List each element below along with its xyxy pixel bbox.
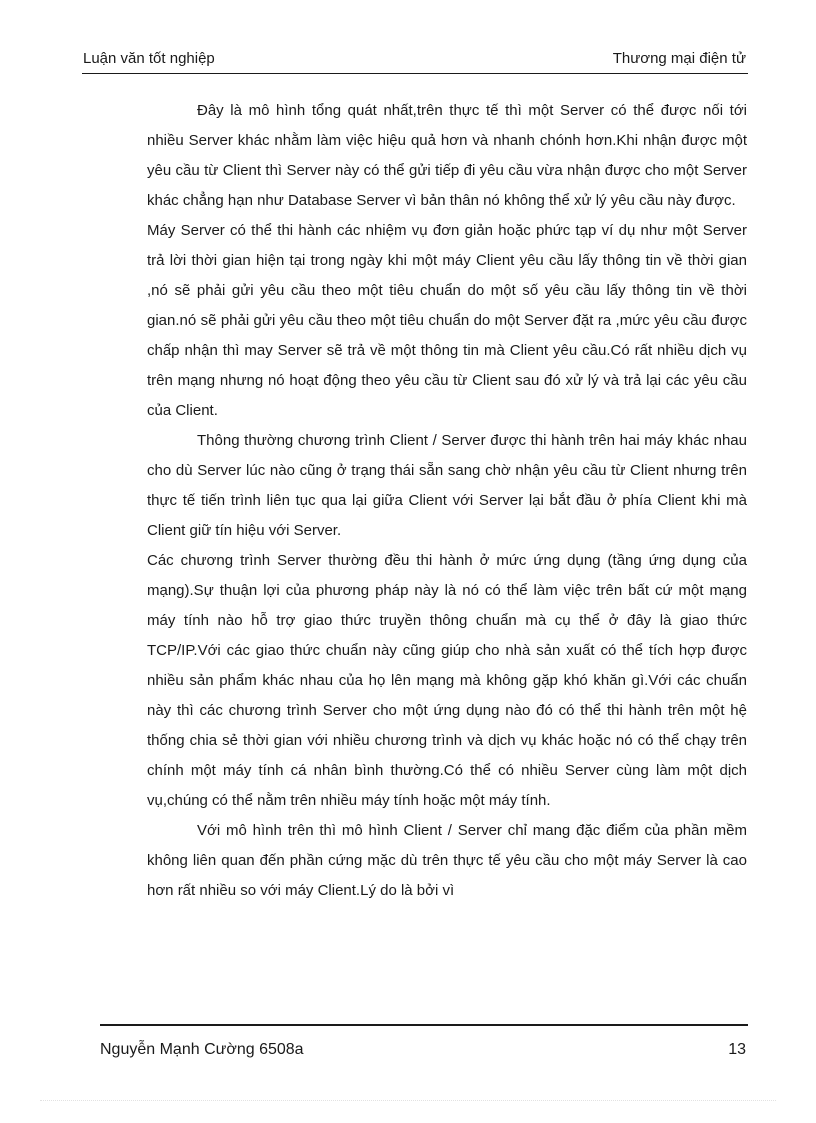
header-rule: [82, 73, 748, 74]
paragraph-1: Đây là mô hình tổng quát nhất,trên thực tế thì một Server có thể được nối tới nhiều Server khác nhằm làm việc hiệu quả hơn và nhanh chónh hơn.Khi nhận được một yêu cầu từ Client thì Server này có thể gửi tiếp đi yêu cầu vừa nhận được cho một Server khác chẳng hạn như Database Server vì bản thân nó không thể xử lý yêu cầu này được.: [147, 102, 747, 209]
document-body: [147, 96, 747, 906]
running-header-subject: Thương mại điện tử: [612, 50, 746, 67]
footer-author: Nguyễn Mạnh Cường 6508a: [100, 1041, 304, 1058]
page-number: 13: [728, 1041, 746, 1058]
page-edge-dots: [40, 1100, 776, 1101]
paragraph-3: Thông thường chương trình Client / Server được thi hành trên hai máy khác nhau cho dù Server lúc nào cũng ở trạng thái sẵn sang chờ nhận yêu cầu từ Client nhưng trên thực tế tiến trình liên tục qua lại giữa Client với Server lại bắt đầu ở phía Client khi mà Client giữ tín hiệu với Server.: [147, 432, 747, 539]
paragraph-4: Các chương trình Server thường đều thi hành ở mức ứng dụng (tầng ứng dụng của mạng).Sự thuận lợi của phương pháp này là nó có thể làm việc trên bất cứ một mạng máy tính nào hỗ trợ giao thức truyền thông chuẩn mà cụ thể ở đây là giao thức TCP/IP.Với các giao thức chuẩn này cũng giúp cho nhà sản xuất có thể tích hợp được nhiều sản phẩm khác nhau của họ lên mạng mà không gặp khó khăn gì.Với các chuẩn này thì các chương trình Server cho một ứng dụng nào đó có thể thi hành trên một hệ thống chia sẻ thời gian với nhiều chương trình và dịch vụ khác hoặc nó có thể chạy trên chính một máy tính cá nhân bình thường.Có thể có nhiều Server cùng làm một dịch vụ,chúng có thể nằm trên nhiều máy tính hoặc một máy tính.: [147, 552, 747, 809]
footer-rule: [100, 1024, 748, 1026]
running-header-title: Luận văn tốt nghiệp: [83, 50, 215, 67]
paragraph-5: Với mô hình trên thì mô hình Client / Server chỉ mang đặc điểm của phần mềm không liên quan đến phần cứng mặc dù trên thực tế yêu cầu cho một máy Server là cao hơn rất nhiều so với máy Client.Lý do là bởi vì: [147, 822, 747, 899]
paragraph-2: Máy Server có thể thi hành các nhiệm vụ đơn giản hoặc phức tạp ví dụ như một Server trả lời thời gian hiện tại trong ngày khi một máy Client yêu cầu lấy thông tin về thời gian ,nó sẽ phải gửi yêu cầu theo một tiêu chuẩn do một số yêu cầu lấy thông tin về thời gian.nó sẽ phải gửi yêu cầu theo một tiêu chuẩn do một Server đặt ra ,mức yêu cầu được chấp nhận thì may Server sẽ trả về một thông tin mà Client yêu cầu.Có rất nhiều dịch vụ trên mạng nhưng nó hoạt động theo yêu cầu từ Client sau đó xử lý và trả lại các yêu cầu của Client.: [147, 222, 747, 419]
